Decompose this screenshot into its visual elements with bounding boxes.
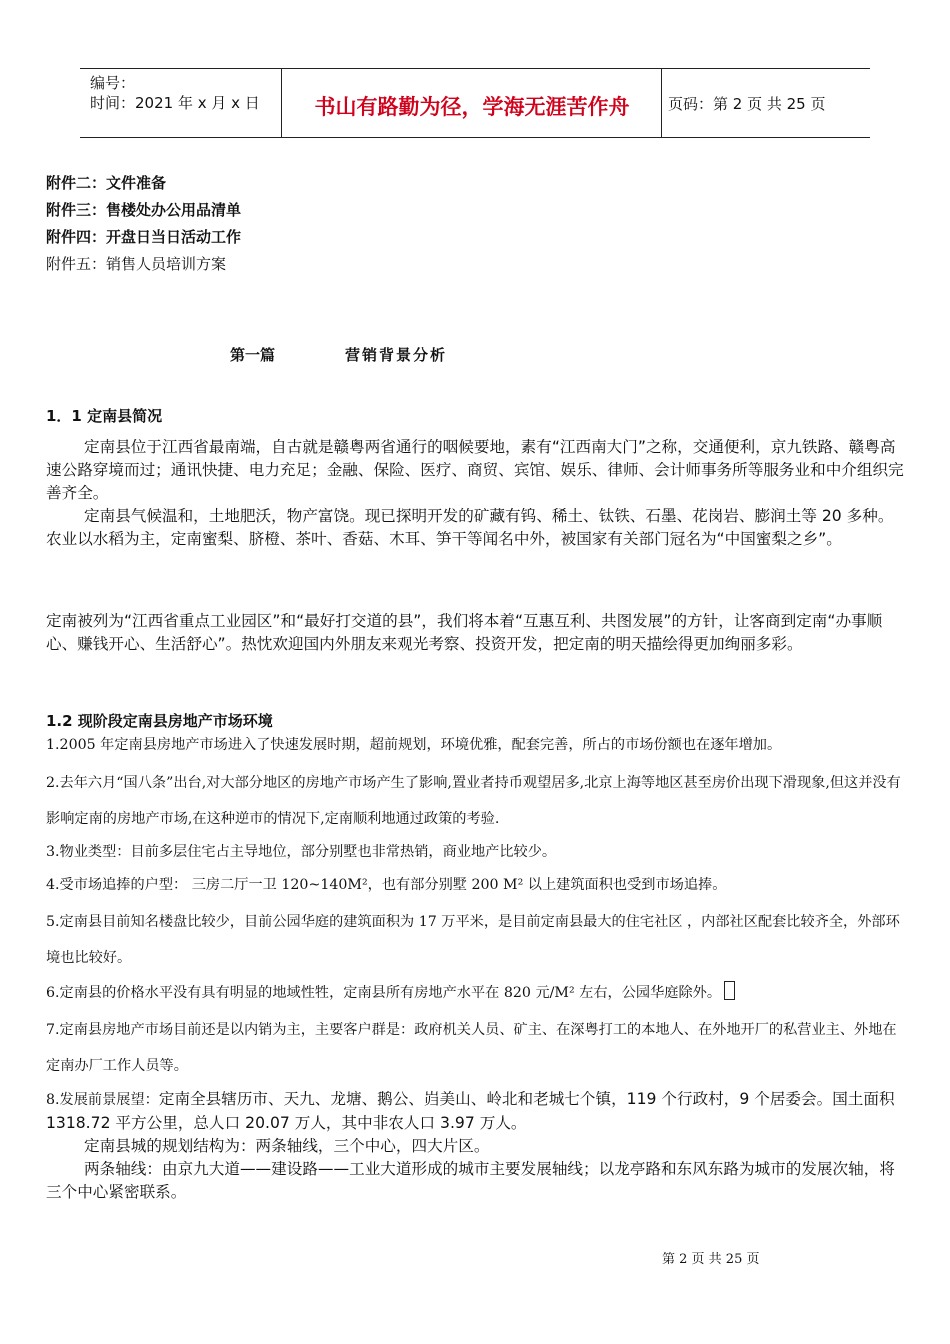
market-list: [46, 734, 906, 1084]
page-footer: 第 2 页 共 25 页: [662, 1252, 760, 1267]
page-header: [80, 68, 870, 138]
item8-label: 8.发展前景展望：: [46, 1092, 159, 1108]
item8-text: 定南全县辖历市、天九、龙塘、鹅公、岿美山、岭北和老城七个镇，119 个行政村，9 个居委会。国土面积 1318.72 平方公里，总人口 20.07 万人，其中非农人口 3.97 万人。: [46, 1090, 895, 1132]
paragraph: 定南被列为“江西省重点工业园区”和“最好打交道的县”，我们将本着“互惠互利、共图发展”的方针，让客商到定南“办事顺心、赚钱开心、生活舒心”。热忱欢迎国内外朋友来观光考察、投资开发，把定南的明天描绘得更加绚丽多彩。: [46, 612, 883, 653]
list-item: [46, 981, 906, 1004]
section-heading: 1．1 定南县简况: [46, 407, 163, 425]
date-label: 时间：2021 年 x 月 x 日: [90, 94, 260, 112]
header-page-info: 页码：第 2 页 共 25 页: [668, 95, 826, 113]
paragraph: 两条轴线：由京九大道——建设路——工业大道形成的城市主要发展轴线；以龙亭路和东风东路为城市的发展次轴，将三个中心紧密联系。: [46, 1160, 895, 1201]
attachment-item: 附件二：文件准备: [46, 174, 167, 192]
section-heading: 1.2 现阶段定南县房地产市场环境: [46, 712, 273, 730]
attachment-item: 附件三：售楼处办公用品清单: [46, 201, 242, 219]
list-item: 3.物业类型：目前多层住宅占主导地位，部分别墅也非常热销，商业地产比较少。: [46, 844, 557, 860]
list-item-text: 6.定南县的价格水平没有具有明显的地域性牲，定南县所有房地产水平在 820 元/M² 左右，公园华庭除外。: [46, 985, 722, 1001]
attachment-list: [46, 170, 906, 278]
outlook-block: [46, 1088, 906, 1204]
list-item: 5.定南县目前知名楼盘比较少，目前公园华庭的建筑面积为 17 万平米，是目前定南县最大的住宅社区 ，内部社区配套比较齐全，外部环境也比较好。: [46, 914, 900, 966]
paragraph: 定南县位于江西省最南端，自古就是赣粤两省通行的咽候要地，素有“江西南大门”之称，交通便利，京九铁路、赣粤高速公路穿境而过；通讯快捷、电力充足；金融、保险、医疗、商贸、宾馆、娱乐、律师、会计师事务所等服务业和中介组织完善齐全。: [46, 438, 904, 502]
attachment-item: 附件四：开盘日当日活动工作: [46, 228, 242, 246]
list-item: 7.定南县房地产市场目前还是以内销为主，主要客户群是：政府机关人员、矿主、在深粤打工的本地人、在外地开厂的私营业主、外地在定南办厂工作人员等。: [46, 1022, 897, 1074]
attachment-item: 附件五：销售人员培训方案: [46, 255, 227, 273]
paragraph: [46, 1088, 906, 1135]
chapter-title: 营销背景分析: [345, 346, 448, 364]
paragraph: 定南县气候温和，土地肥沃，物产富饶。现已探明开发的矿藏有钨、稀土、钛铁、石墨、花岗岩、膨润土等 20 多种。农业以水稻为主，定南蜜梨、脐橙、茶叶、香菇、木耳、笋干等闻名中外，被国家有关部门冠名为“中国蜜梨之乡”。: [46, 507, 894, 548]
header-divider: [281, 69, 282, 137]
header-divider: [661, 69, 662, 137]
placeholder-box-icon: [724, 981, 735, 1000]
chapter-number: 第一篇: [230, 346, 276, 364]
section-body: [46, 610, 906, 656]
list-item: 1.2005 年定南县房地产市场进入了快速发展时期，超前规划，环境优雅，配套完善，所占的市场份额也在逐年增加。: [46, 737, 782, 753]
section-body: [46, 436, 906, 551]
paragraph: 定南县城的规划结构为：两条轴线，三个中心，四大片区。: [84, 1137, 490, 1155]
number-label: 编号：: [90, 74, 136, 92]
header-meta: [90, 73, 260, 113]
motto: 书山有路勤为径，学海无涯苦作舟: [314, 94, 630, 119]
list-item: 2.去年六月“国八条”出台,对大部分地区的房地产市场产生了影响,置业者持币观望居多,北京上海等地区甚至房价出现下滑现象,但这并没有影响定南的房地产市场,在这种逆市的情况下,定南顺利地通过政策的考验.: [46, 775, 901, 827]
list-item: 4.受市场追捧的户型： 三房二厅一卫 120~140M²，也有部分别墅 200 M² 以上建筑面积也受到市场追捧。: [46, 877, 727, 893]
